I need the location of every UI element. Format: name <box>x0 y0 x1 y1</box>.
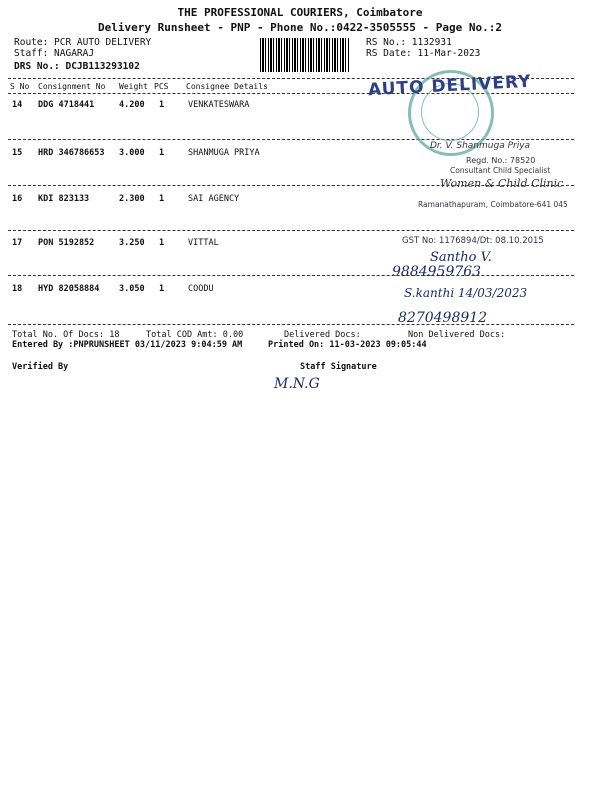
col-header-sno: S No <box>10 82 30 91</box>
handwritten-signature: S.kanthi 14/03/2023 <box>404 286 528 300</box>
staff-signature-label: Staff Signature <box>300 362 377 372</box>
barcode <box>260 38 350 72</box>
non-delivered-docs: Non Delivered Docs: <box>408 330 506 340</box>
stamp-clinic: Women & Child Clinic <box>440 177 564 190</box>
divider <box>8 275 574 276</box>
handwritten-phone: 9884959763 <box>392 264 482 280</box>
col-header-weight: Weight <box>119 82 148 91</box>
col-header-consignee: Consignee Details <box>186 82 268 91</box>
handwritten-name: Santho V. <box>430 250 492 265</box>
handwritten-phone: 8270498912 <box>398 310 488 326</box>
rs-date-label: RS Date: 11-Mar-2023 <box>366 48 481 59</box>
page-title: THE PROFESSIONAL COURIERS, Coimbatore <box>177 6 423 19</box>
drs-label: DRS No.: DCJB113293102 <box>14 61 140 72</box>
staff-label: Staff: NAGARAJ <box>14 48 95 59</box>
divider <box>8 324 574 325</box>
rs-no-label: RS No.: 1132931 <box>366 37 452 48</box>
stamp-address: Ramanathapuram, Coimbatore-641 045 <box>418 200 568 209</box>
page-subtitle: Delivery Runsheet - PNP - Phone No.:0422-3505555 - Page No.:2 <box>98 21 502 34</box>
col-header-consignment: Consignment No <box>38 82 106 91</box>
staff-signature: M.N.G <box>274 376 320 392</box>
stamp-gst: GST No: 1176894/Dt: 08.10.2015 <box>402 236 544 246</box>
divider <box>8 230 574 231</box>
stamp-reg: Regd. No.: 78520 <box>466 156 536 165</box>
divider <box>8 139 574 140</box>
stamp-role: Consultant Child Specialist <box>450 166 551 175</box>
col-header-pcs: PCS <box>154 82 169 91</box>
entered-by: Entered By :PNPRUNSHEET 03/11/2023 9:04:59 AM <box>12 340 243 350</box>
auto-delivery-stamp: AUTO DELIVERY <box>367 71 532 101</box>
verified-by: Verified By <box>12 362 69 372</box>
route-label: Route: PCR AUTO DELIVERY <box>14 37 152 48</box>
stamp-name: Dr. V. Shanmuga Priya <box>430 141 531 151</box>
total-cod: Total COD Amt: 0.00 <box>146 330 244 340</box>
printed-on: Printed On: 11-03-2023 09:05:44 <box>268 340 427 350</box>
delivered-docs: Delivered Docs: <box>284 330 361 340</box>
total-docs: Total No. Of Docs: 18 <box>12 330 120 340</box>
